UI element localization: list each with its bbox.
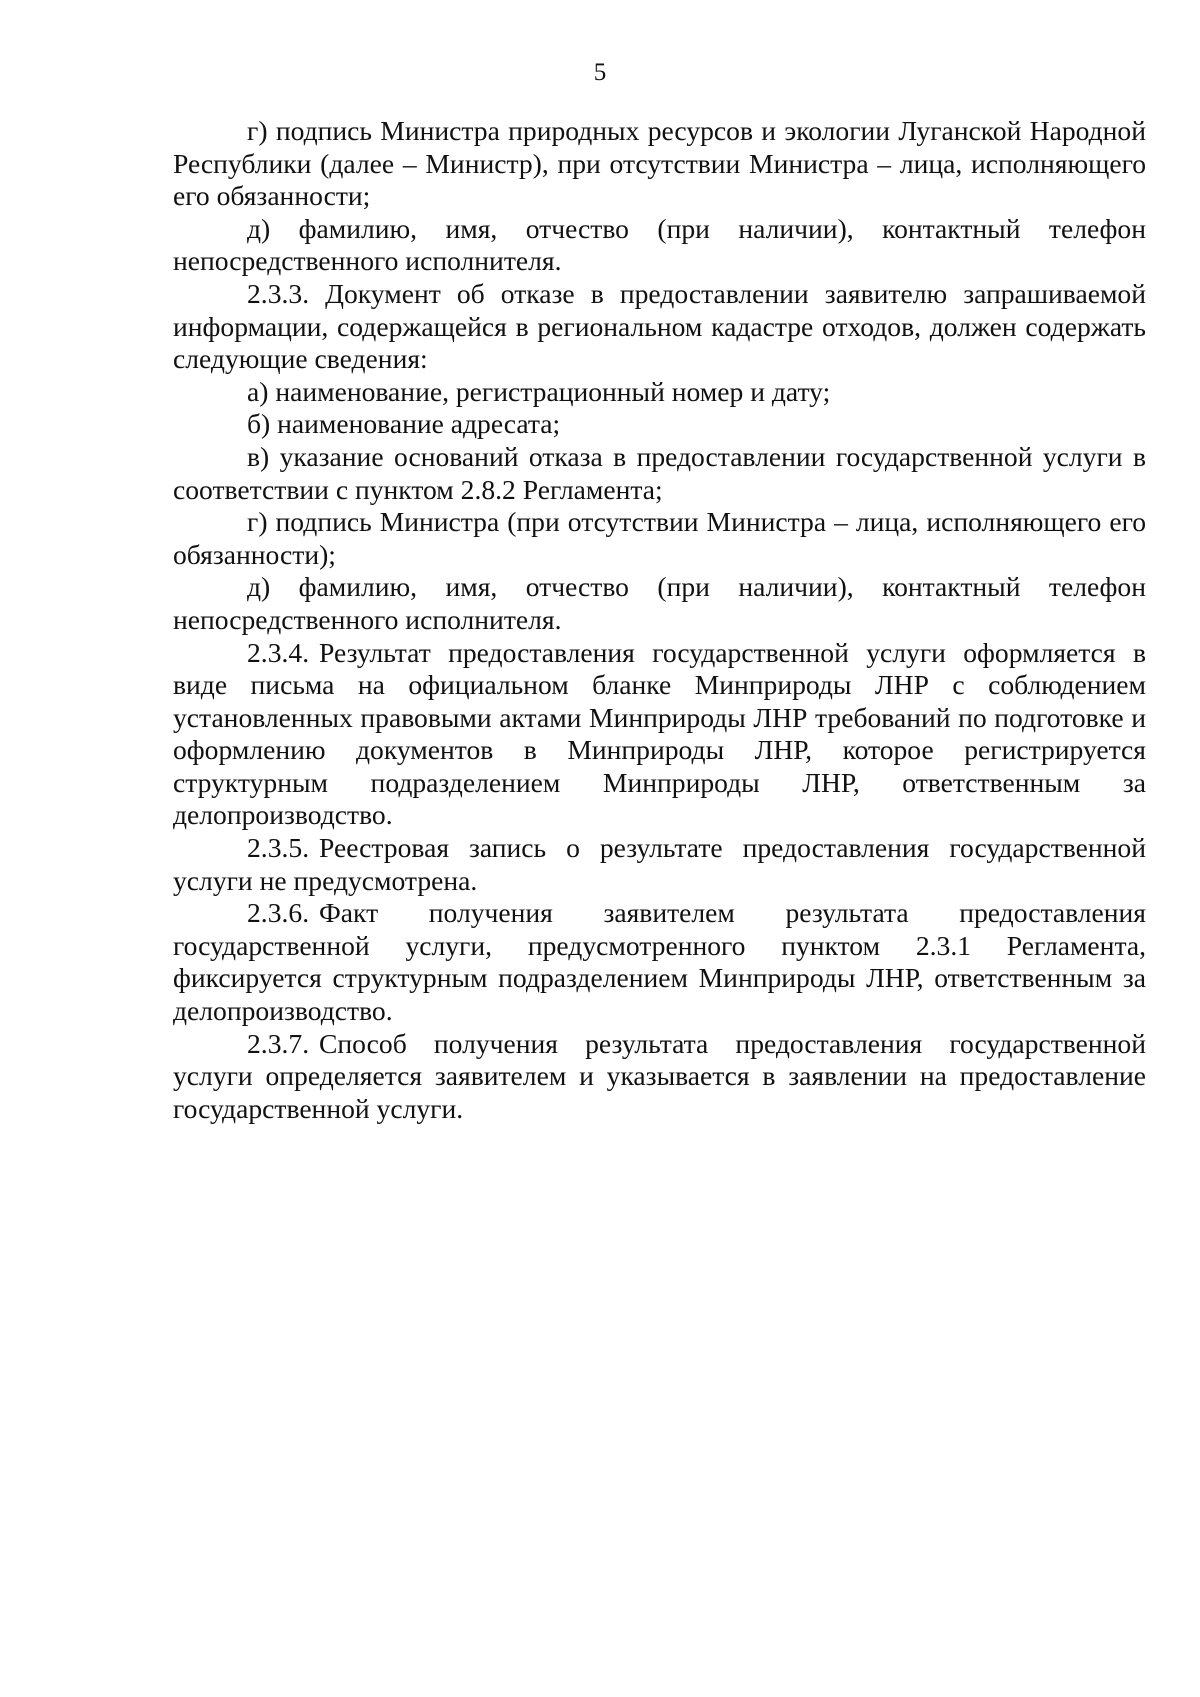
paragraph-text: Результат предоставления государственной услуги оформляется в виде письма на официальном бланке Минприроды ЛНР с соблюдением установленных правовыми актами Минприроды ЛНР требований по подготовке и оформлению документов в Минприроды ЛНР, которое регистрируется структурным подразделением Минприроды ЛНР, ответственным за делопроизводство.: [173, 636, 1146, 831]
paragraph-text: д) фамилию, имя, отчество (при наличии), контактный телефон непосредственного исполнителя.: [173, 571, 1146, 635]
paragraph-item-a: [173, 376, 1146, 409]
paragraph-number: 2.3.6.: [247, 897, 310, 929]
paragraph-item-b: [173, 408, 1146, 441]
paragraph-text: 2.3.3. Документ об отказе в предоставлении заявителю запрашиваемой информации, содержащейся в региональном кадастре отходов, должен содержать следующие сведения:: [173, 277, 1146, 375]
paragraph-text: в) указание оснований отказа в предоставлении государственной услуги в соответствии с пунктом 2.8.2 Регламента;: [173, 440, 1146, 505]
paragraph-number: 2.3.4.: [247, 636, 310, 668]
paragraph-item-d: [173, 571, 1146, 636]
paragraph-text: б) наименование адресата;: [247, 408, 561, 440]
paragraph-2-3-4: [173, 637, 1146, 833]
paragraph-signature-minister: [173, 115, 1146, 213]
paragraph-refusal-document: [173, 278, 1146, 376]
paragraph-number: 2.3.5.: [247, 832, 310, 864]
paragraph-2-3-5: [173, 832, 1146, 897]
paragraph-text: г) подпись Министра (при отсутствии Министра – лица, исполняющего его обязанности);: [173, 506, 1146, 570]
paragraph-text: а) наименование, регистрационный номер и дату;: [247, 375, 831, 407]
paragraph-executor-contact: [173, 213, 1146, 278]
paragraph-text: д) фамилию, имя, отчество (при наличии), контактный телефон непосредственного исполнителя.: [173, 212, 1146, 277]
paragraph-2-3-7: [173, 1028, 1146, 1126]
paragraph-text: Реестровая запись о результате предоставления государственной услуги не предусмотрена.: [173, 832, 1146, 896]
paragraph-text: Способ получения результата предоставления государственной услуги определяется заявителем и указывается в заявлении на предоставление государственной услуги.: [173, 1027, 1146, 1124]
paragraph-number: 2.3.7.: [247, 1027, 310, 1059]
paragraph-2-3-6: [173, 897, 1146, 1027]
paragraph-item-g: [173, 506, 1146, 571]
paragraph-item-v: [173, 441, 1146, 506]
paragraph-text: Факт получения заявителем результата предоставления государственной услуги, предусмотренного пунктом 2.3.1 Регламента, фиксируется структурным подразделением Минприроды ЛНР, ответственным за делопроизводство.: [173, 897, 1146, 1027]
document-body: [173, 115, 1146, 1125]
paragraph-text: г) подпись Министра природных ресурсов и экологии Луганской Народной Республики (далее – Министр), при отсутствии Министра – лица, исполняющего его обязанности;: [173, 115, 1146, 212]
page-number: 5: [593, 59, 607, 86]
